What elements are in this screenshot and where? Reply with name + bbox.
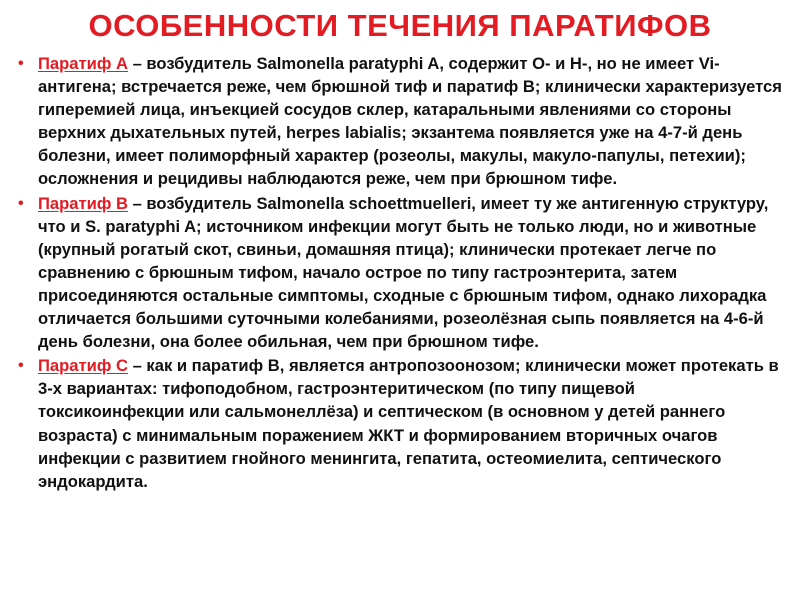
- item-text-paratyphoid-b: – возбудитель Salmonella schoettmuelleri, имеет ту же антигенную структуру, что и S. paratyphi A; источником инфекции могут быть не только люди, но и животные (крупный рогатый скот, свиньи, домашняя птица); клинически протекает легче по сравнению с брюшным тифом, начало острое по типу гастроэнтерита, затем присоединяются остальные симптомы, сходные с брюшным тифом, однако лихорадка отличается большими суточными колебаниями, розеолёзная сыпь появляется на 4-6-й день болезни, она более обильная, чем при брюшном тифе.: [38, 193, 769, 352]
- item-text-paratyphoid-c: – как и паратиф В, является антропозоонозом; клинически может протекать в 3-х вариантах: тифоподобном, гастроэнтеритическом (по типу пищевой токсикоинфекции или сальмонеллёза) и септическом (в основном у детей раннего возраста) с минимальным поражением ЖКТ и формированием вторичных очагов инфекции с развитием гнойного менингита, гепатита, остеомиелита, септического эндокардита.: [38, 356, 779, 491]
- bullet-list: [14, 52, 784, 494]
- bullet-icon: •: [18, 194, 24, 212]
- term-paratyphoid-a: Паратиф А: [38, 54, 128, 73]
- item-text-paratyphoid-a: – возбудитель Salmonella paratyphi A, содержит О- и Н-, но не имеет Vi-антигена; встречается реже, чем брюшной тиф и паратиф В; клинически характеризуется гиперемией лица, инъекцией сосудов склер, катаральными явлениями со стороны верхних дыхательных путей, herpes labialis; экзантема появляется уже на 4-7-й день болезни, имеет полиморфный характер (розеолы, макулы, макуло-папулы, петехии); осложнения и рецидивы наблюдаются реже, чем при брюшном тифе.: [38, 54, 782, 189]
- list-item-paratyphoid-b: [14, 192, 784, 354]
- term-paratyphoid-b: Паратиф В: [38, 193, 128, 213]
- list-item-paratyphoid-c: [14, 354, 784, 493]
- page-title: ОСОБЕННОСТИ ТЕЧЕНИЯ ПАРАТИФОВ: [88, 8, 712, 43]
- bullet-icon: •: [18, 357, 24, 375]
- bullet-icon: •: [18, 55, 24, 72]
- list-item-paratyphoid-a: [14, 52, 784, 191]
- term-paratyphoid-c: Паратиф С: [38, 356, 128, 376]
